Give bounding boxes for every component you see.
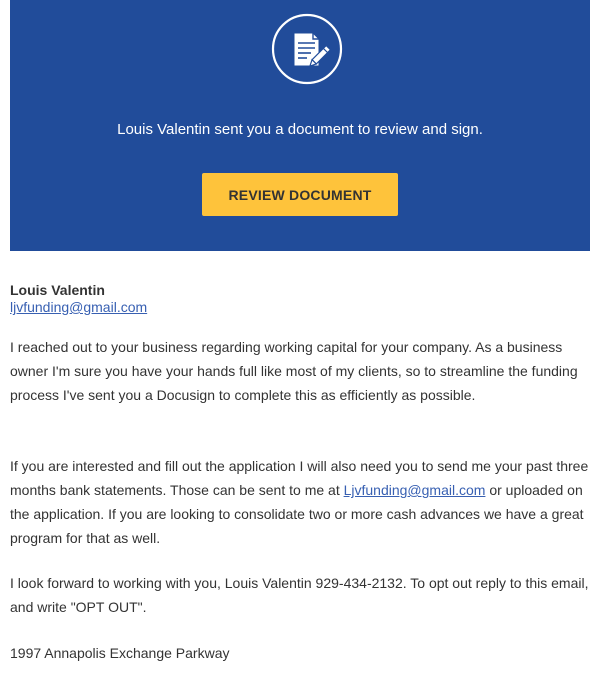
paragraph-2-text-end: or uploaded on the application. If you are looking to consolidate two or more cash advances we have a great program for that as well. [10, 482, 584, 546]
banner-message: Louis Valentin sent you a document to review and sign. [117, 121, 483, 138]
email-banner [10, 0, 590, 251]
review-document-button[interactable]: REVIEW DOCUMENT [202, 173, 398, 216]
sender-address: 1997 Annapolis Exchange Parkway [10, 645, 230, 661]
contact-email-link[interactable]: Ljvfunding@gmail.com [343, 482, 486, 498]
sender-name: Louis Valentin [10, 282, 105, 298]
sender-email-link[interactable]: ljvfunding@gmail.com [10, 299, 148, 315]
body-paragraph-1: I reached out to your business regarding working capital for your company. As a business owner I'm sure you have your hands full like most of my clients, so to streamline the funding process I've sent you a Docusign to complete this as efficiently as possible. [10, 339, 578, 403]
paragraph-2-text-start: If you are interested and fill out the application I will also need you to send me your past three months bank statements. Those can be sent to me at [10, 458, 589, 498]
body-paragraph-2 [10, 454, 592, 550]
document-pen-icon [271, 13, 343, 85]
body-paragraph-3: I look forward to working with you, Louis Valentin 929-434-2132. To opt out reply to this email, and write "OPT OUT". [10, 575, 589, 615]
